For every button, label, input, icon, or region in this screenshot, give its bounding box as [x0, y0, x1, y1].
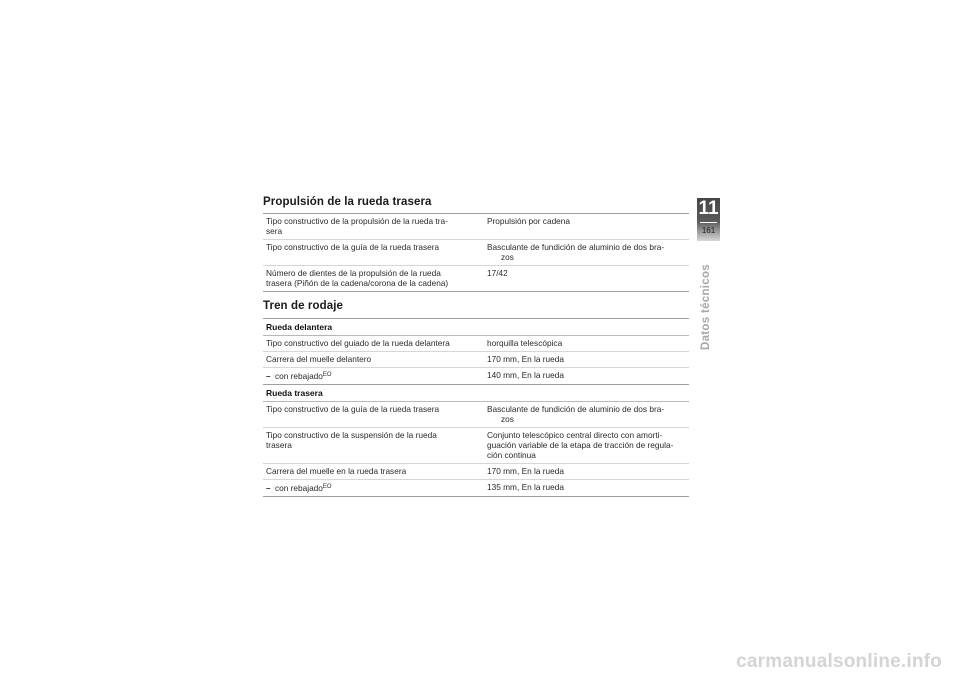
section-title-chassis: Tren de rodaje	[263, 300, 344, 312]
table-row	[263, 240, 689, 266]
spec-value: 140 mm, En la rueda	[484, 368, 689, 385]
spec-value-line: Basculante de fundición de aluminio de dos bra-	[487, 242, 665, 252]
chapter-title-vertical: Datos técnicos	[700, 263, 712, 350]
dash-bullet: –	[266, 371, 271, 381]
spec-label-text: con rebajado	[274, 483, 323, 493]
spec-label: Tipo constructivo de la suspensión de la rueda trasera	[263, 428, 484, 464]
spec-label: Número de dientes de la propulsión de la rueda trasera (Piñón de la cadena/corona de la cadena)	[263, 266, 484, 292]
spec-label: Tipo constructivo de la propulsión de la rueda tra- sera	[263, 214, 484, 240]
option-marker: EO	[322, 484, 332, 490]
spec-label: Carrera del muelle delantero	[263, 352, 484, 368]
spec-value	[484, 428, 689, 464]
table-row	[263, 368, 689, 385]
spec-value: horquilla telescópica	[484, 336, 689, 352]
table-row	[263, 336, 689, 352]
spec-value-line: zos	[501, 252, 514, 262]
watermark: carmanualsonline.info	[736, 651, 942, 672]
spec-value-line: guación variable de la etapa de tracción de regula-	[487, 440, 674, 450]
table-row	[263, 352, 689, 368]
page-number: 161	[701, 226, 716, 235]
subheading-front-wheel: Rueda delantera	[263, 319, 689, 336]
spec-value: 170 mm, En la rueda	[484, 464, 689, 480]
dash-bullet: –	[266, 483, 271, 493]
table-row	[263, 214, 689, 240]
spec-label: Tipo constructivo del guiado de la rueda delantera	[263, 336, 484, 352]
spec-label: Carrera del muelle en la rueda trasera	[263, 464, 484, 480]
subheading-row	[263, 385, 689, 402]
spec-value: 170 mm, En la rueda	[484, 352, 689, 368]
spec-value: 135 mm, En la rueda	[484, 480, 689, 497]
section-title-rear-wheel-drive: Propulsión de la rueda trasera	[263, 196, 432, 208]
spec-value-line: ción continua	[487, 450, 536, 460]
table-row	[263, 480, 689, 497]
spec-label	[263, 368, 484, 385]
spec-label-text: con rebajado	[274, 371, 323, 381]
spec-value: Propulsión por cadena	[484, 214, 689, 240]
spec-value-line: zos	[501, 414, 514, 424]
spec-label: Tipo constructivo de la guía de la rueda trasera	[263, 240, 484, 266]
spec-value	[484, 402, 689, 428]
chapter-number: 11	[698, 198, 719, 219]
spec-table-chassis	[263, 318, 689, 497]
subheading-row	[263, 319, 689, 336]
spec-table-rear-drive	[263, 213, 689, 292]
table-row	[263, 464, 689, 480]
table-row	[263, 428, 689, 464]
chapter-divider	[700, 222, 717, 223]
spec-label: Tipo constructivo de la guía de la rueda trasera	[263, 402, 484, 428]
spec-value	[484, 240, 689, 266]
spec-value-line: Conjunto telescópico central directo con amorti-	[487, 430, 663, 440]
spec-label	[263, 480, 484, 497]
table-row	[263, 402, 689, 428]
table-row	[263, 266, 689, 292]
option-marker: EO	[322, 372, 332, 378]
subheading-rear-wheel: Rueda trasera	[263, 385, 689, 402]
spec-value-line: Basculante de fundición de aluminio de dos bra-	[487, 404, 665, 414]
manual-page	[263, 196, 689, 497]
spec-value: 17/42	[484, 266, 689, 292]
